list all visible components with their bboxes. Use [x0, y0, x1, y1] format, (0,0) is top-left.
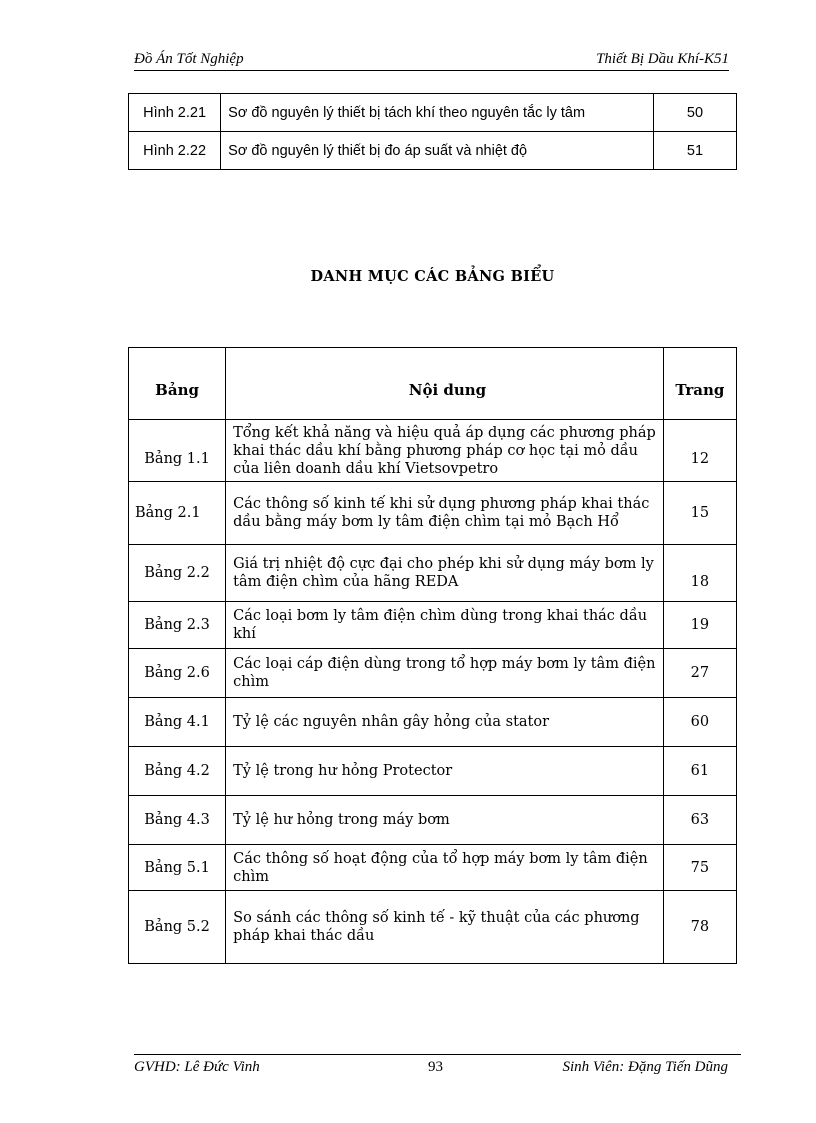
row-label: Hình 2.22 — [129, 132, 221, 170]
row-content: Tỷ lệ trong hư hỏng Protector — [226, 747, 664, 796]
table-row — [129, 747, 737, 796]
row-content: So sánh các thông số kinh tế - kỹ thuật của các phương pháp khai thác dầu — [226, 891, 664, 964]
table-row — [129, 132, 737, 170]
figures-table — [128, 93, 737, 170]
column-header-bang: Bảng — [129, 348, 226, 420]
row-page: 60 — [663, 698, 736, 747]
page-footer — [134, 1054, 741, 1075]
table-row — [129, 796, 737, 845]
row-label: Bảng 2.3 — [129, 602, 226, 649]
row-label: Bảng 5.2 — [129, 891, 226, 964]
table-row — [129, 420, 737, 482]
row-page: 50 — [653, 94, 736, 132]
header-left: Đồ Án Tốt Nghiệp — [134, 51, 244, 67]
row-content: Các thông số kinh tế khi sử dụng phương pháp khai thác dầu bằng máy bơm ly tâm điện chìm tại mỏ Bạch Hổ — [226, 482, 664, 545]
row-page: 27 — [663, 649, 736, 698]
row-page: 18 — [663, 545, 736, 602]
row-content: Tổng kết khả năng và hiệu quả áp dụng các phương pháp khai thác dầu khí bằng phương pháp cơ học tại mỏ dầu của liên doanh dầu khí Vietsovpetro — [226, 420, 664, 482]
section-title: DANH MỤC CÁC BẢNG BIỂU — [310, 268, 555, 285]
row-label: Bảng 5.1 — [129, 845, 226, 891]
row-label: Hình 2.21 — [129, 94, 221, 132]
row-label: Bảng 1.1 — [129, 420, 226, 482]
row-page: 78 — [663, 891, 736, 964]
column-header-trang: Trang — [663, 348, 736, 420]
page-number: 93 — [428, 1059, 443, 1075]
row-label: Bảng 2.2 — [129, 545, 226, 602]
row-content: Sơ đồ nguyên lý thiết bị đo áp suất và nhiệt độ — [221, 132, 654, 170]
table-row — [129, 698, 737, 747]
table-row — [129, 94, 737, 132]
row-page: 15 — [663, 482, 736, 545]
row-content: Các thông số hoạt động của tổ hợp máy bơm ly tâm điện chìm — [226, 845, 664, 891]
table-row — [129, 845, 737, 891]
row-label: Bảng 4.3 — [129, 796, 226, 845]
row-content: Tỷ lệ các nguyên nhân gây hỏng của stator — [226, 698, 664, 747]
table-row — [129, 545, 737, 602]
row-page: 61 — [663, 747, 736, 796]
footer-supervisor: GVHD: Lê Đức Vinh — [134, 1059, 260, 1075]
row-page: 75 — [663, 845, 736, 891]
table-header-row — [129, 348, 737, 420]
row-page: 51 — [653, 132, 736, 170]
page-header — [134, 50, 729, 71]
tables-list — [128, 347, 737, 964]
row-page: 12 — [663, 420, 736, 482]
row-page: 63 — [663, 796, 736, 845]
row-label: Bảng 2.6 — [129, 649, 226, 698]
table-row — [129, 649, 737, 698]
row-label: Bảng 2.1 — [129, 482, 226, 545]
row-content: Giá trị nhiệt độ cực đại cho phép khi sử dụng máy bơm ly tâm điện chìm của hãng REDA — [226, 545, 664, 602]
footer-student: Sinh Viên: Đặng Tiến Dũng — [562, 1059, 728, 1075]
row-content: Các loại cáp điện dùng trong tổ hợp máy bơm ly tâm điện chìm — [226, 649, 664, 698]
column-header-noi-dung: Nội dung — [226, 348, 664, 420]
table-row — [129, 602, 737, 649]
row-content: Các loại bơm ly tâm điện chìm dùng trong khai thác dầu khí — [226, 602, 664, 649]
row-content: Sơ đồ nguyên lý thiết bị tách khí theo nguyên tắc ly tâm — [221, 94, 654, 132]
table-row — [129, 891, 737, 964]
row-content: Tỷ lệ hư hỏng trong máy bơm — [226, 796, 664, 845]
row-label: Bảng 4.2 — [129, 747, 226, 796]
header-right: Thiết Bị Dầu Khí-K51 — [596, 51, 729, 67]
row-page: 19 — [663, 602, 736, 649]
table-row — [129, 482, 737, 545]
row-label: Bảng 4.1 — [129, 698, 226, 747]
